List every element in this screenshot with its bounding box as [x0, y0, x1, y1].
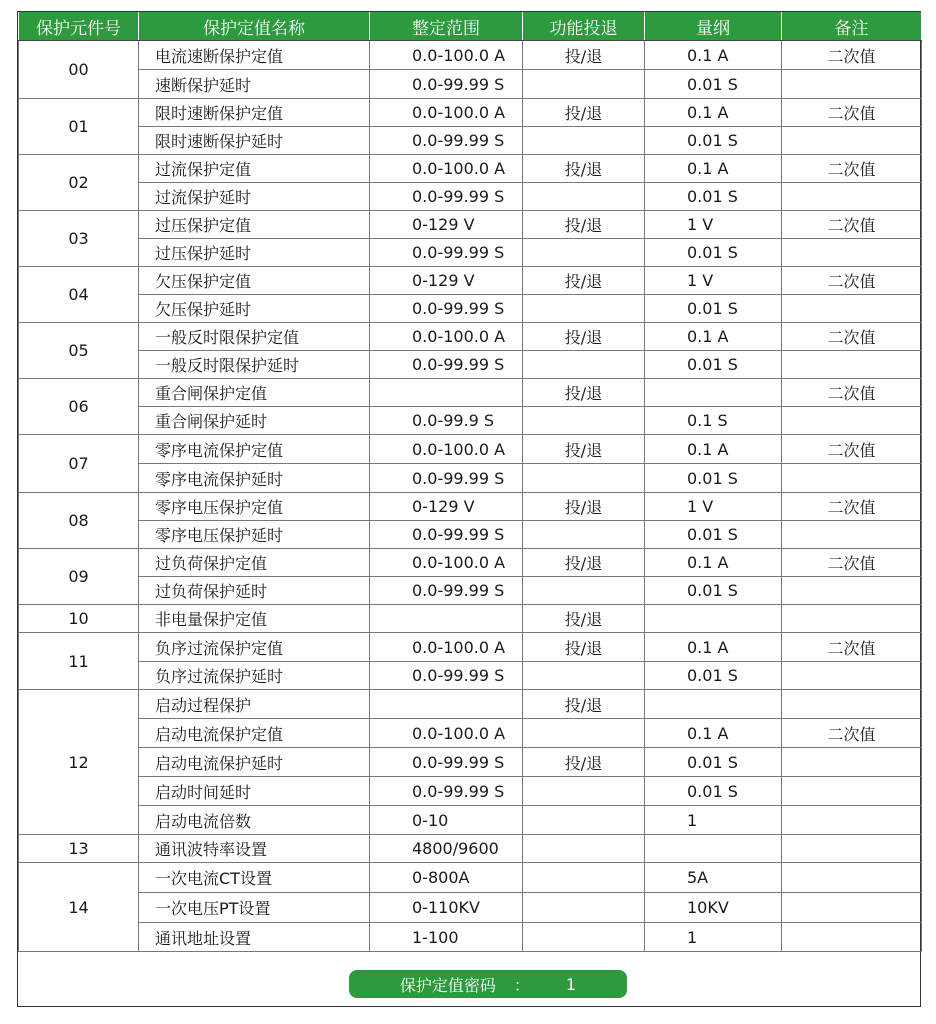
- setting-unit: 0.01 S: [645, 239, 782, 267]
- setting-range: 0-10: [370, 806, 523, 835]
- setting-range: 0-800A: [370, 863, 523, 893]
- setting-range: 1-100: [370, 923, 523, 952]
- table-row: [19, 407, 922, 435]
- password-label: 保护定值密码: [399, 975, 496, 995]
- function-switch: 投/退: [523, 155, 645, 183]
- element-number: 09: [19, 549, 139, 605]
- setting-name: 欠压保护延时: [139, 295, 370, 323]
- setting-unit: 1: [645, 923, 782, 952]
- table-row: [19, 577, 922, 605]
- setting-unit: [645, 605, 782, 633]
- table-row: [19, 41, 922, 70]
- function-switch: 投/退: [523, 605, 645, 633]
- table-row: [19, 719, 922, 748]
- header-unit: 量纲: [645, 12, 782, 41]
- setting-unit: [645, 379, 782, 407]
- function-switch: [523, 923, 645, 952]
- header-setting-range: 整定范围: [370, 12, 523, 41]
- setting-unit: 0.01 S: [645, 70, 782, 99]
- setting-note: 二次值: [782, 719, 922, 748]
- function-switch: [523, 835, 645, 863]
- table-row: [19, 351, 922, 379]
- setting-note: [782, 835, 922, 863]
- setting-range: 0.0-99.99 S: [370, 295, 523, 323]
- element-number: 08: [19, 493, 139, 549]
- setting-unit: 1: [645, 806, 782, 835]
- table-row: [19, 99, 922, 127]
- table-row: [19, 605, 922, 633]
- function-switch: 投/退: [523, 549, 645, 577]
- setting-name: 限时速断保护延时: [139, 127, 370, 155]
- function-switch: [523, 577, 645, 605]
- setting-unit: 0.1 A: [645, 323, 782, 351]
- function-switch: 投/退: [523, 748, 645, 777]
- table-row: [19, 777, 922, 806]
- protection-settings-table: [18, 12, 922, 952]
- setting-range: 4800/9600: [370, 835, 523, 863]
- setting-note: 二次值: [782, 211, 922, 239]
- table-row: [19, 127, 922, 155]
- function-switch: [523, 70, 645, 99]
- table-row: [19, 464, 922, 493]
- setting-name: 非电量保护定值: [139, 605, 370, 633]
- setting-name: 过负荷保护定值: [139, 549, 370, 577]
- table-row: [19, 893, 922, 923]
- setting-note: 二次值: [782, 323, 922, 351]
- setting-range: 0.0-99.99 S: [370, 521, 523, 549]
- function-switch: 投/退: [523, 493, 645, 521]
- function-switch: [523, 127, 645, 155]
- setting-note: [782, 70, 922, 99]
- element-number: 03: [19, 211, 139, 267]
- table-row: [19, 211, 922, 239]
- setting-note: 二次值: [782, 41, 922, 70]
- setting-name: 一般反时限保护定值: [139, 323, 370, 351]
- setting-range: [370, 690, 523, 719]
- table-row: [19, 323, 922, 351]
- header-function-switch: 功能投退: [523, 12, 645, 41]
- element-number: 00: [19, 41, 139, 99]
- setting-range: 0.0-99.99 S: [370, 777, 523, 806]
- setting-note: [782, 690, 922, 719]
- setting-note: [782, 806, 922, 835]
- setting-range: [370, 605, 523, 633]
- setting-range: 0.0-99.99 S: [370, 748, 523, 777]
- setting-unit: 0.1 A: [645, 99, 782, 127]
- setting-unit: 1 V: [645, 267, 782, 295]
- header-element-number: 保护元件号: [19, 12, 139, 41]
- setting-note: [782, 351, 922, 379]
- table-row: [19, 155, 922, 183]
- setting-name: 启动电流保护延时: [139, 748, 370, 777]
- password-value: 1: [565, 974, 577, 994]
- setting-name: 通讯波特率设置: [139, 835, 370, 863]
- setting-unit: 0.01 S: [645, 662, 782, 690]
- table-row: [19, 863, 922, 893]
- function-switch: [523, 351, 645, 379]
- table-row: [19, 493, 922, 521]
- setting-range: 0.0-99.99 S: [370, 127, 523, 155]
- setting-unit: 0.1 A: [645, 633, 782, 662]
- setting-note: [782, 748, 922, 777]
- setting-note: [782, 893, 922, 923]
- table-row: [19, 923, 922, 952]
- table-row: [19, 662, 922, 690]
- setting-range: 0-110KV: [370, 893, 523, 923]
- element-number: 10: [19, 605, 139, 633]
- setting-name: 负序过流保护定值: [139, 633, 370, 662]
- setting-note: [782, 777, 922, 806]
- setting-range: 0.0-100.0 A: [370, 99, 523, 127]
- element-number: 12: [19, 690, 139, 835]
- setting-unit: 0.1 A: [645, 435, 782, 464]
- function-switch: 投/退: [523, 211, 645, 239]
- setting-name: 零序电压保护定值: [139, 493, 370, 521]
- setting-range: 0.0-99.9 S: [370, 407, 523, 435]
- setting-range: 0-129 V: [370, 211, 523, 239]
- function-switch: 投/退: [523, 323, 645, 351]
- function-switch: [523, 806, 645, 835]
- table-row: [19, 70, 922, 99]
- setting-unit: 0.1 S: [645, 407, 782, 435]
- setting-unit: 0.1 A: [645, 155, 782, 183]
- setting-name: 通讯地址设置: [139, 923, 370, 952]
- setting-unit: [645, 690, 782, 719]
- setting-range: 0.0-100.0 A: [370, 549, 523, 577]
- function-switch: 投/退: [523, 99, 645, 127]
- setting-name: 零序电流保护延时: [139, 464, 370, 493]
- setting-name: 重合闸保护延时: [139, 407, 370, 435]
- setting-range: [370, 379, 523, 407]
- setting-unit: 0.01 S: [645, 351, 782, 379]
- setting-note: [782, 577, 922, 605]
- element-number: 11: [19, 633, 139, 690]
- setting-note: 二次值: [782, 493, 922, 521]
- function-switch: [523, 777, 645, 806]
- setting-range: 0.0-100.0 A: [370, 323, 523, 351]
- table-row: [19, 549, 922, 577]
- setting-range: 0.0-99.99 S: [370, 577, 523, 605]
- setting-unit: 0.01 S: [645, 183, 782, 211]
- setting-name: 欠压保护定值: [139, 267, 370, 295]
- function-switch: [523, 662, 645, 690]
- table-row: [19, 690, 922, 719]
- setting-name: 启动时间延时: [139, 777, 370, 806]
- setting-name: 负序过流保护延时: [139, 662, 370, 690]
- header-setting-name: 保护定值名称: [139, 12, 370, 41]
- setting-note: [782, 464, 922, 493]
- table-row: [19, 295, 922, 323]
- setting-range: 0.0-100.0 A: [370, 633, 523, 662]
- setting-range: 0.0-99.99 S: [370, 351, 523, 379]
- table-row: [19, 435, 922, 464]
- element-number: 14: [19, 863, 139, 952]
- setting-note: [782, 183, 922, 211]
- table-row: [19, 835, 922, 863]
- setting-note: [782, 239, 922, 267]
- setting-name: 启动过程保护: [139, 690, 370, 719]
- setting-unit: 5A: [645, 863, 782, 893]
- element-number: 02: [19, 155, 139, 211]
- function-switch: [523, 464, 645, 493]
- table-row: [19, 239, 922, 267]
- setting-note: [782, 923, 922, 952]
- password-colon: ：: [513, 975, 530, 995]
- setting-name: 一次电压PT设置: [139, 893, 370, 923]
- setting-note: 二次值: [782, 435, 922, 464]
- setting-range: 0-129 V: [370, 267, 523, 295]
- setting-range: 0.0-100.0 A: [370, 719, 523, 748]
- table-body: [19, 41, 922, 952]
- setting-range: 0.0-99.99 S: [370, 183, 523, 211]
- setting-note: [782, 521, 922, 549]
- setting-name: 启动电流保护定值: [139, 719, 370, 748]
- element-number: 06: [19, 379, 139, 435]
- table-row: [19, 748, 922, 777]
- table-row: [19, 521, 922, 549]
- setting-unit: 10KV: [645, 893, 782, 923]
- setting-range: 0.0-100.0 A: [370, 155, 523, 183]
- setting-name: 过流保护延时: [139, 183, 370, 211]
- element-number: 07: [19, 435, 139, 493]
- function-switch: 投/退: [523, 379, 645, 407]
- table-row: [19, 183, 922, 211]
- setting-note: 二次值: [782, 155, 922, 183]
- setting-note: 二次值: [782, 267, 922, 295]
- setting-name: 速断保护延时: [139, 70, 370, 99]
- function-switch: [523, 893, 645, 923]
- element-number: 04: [19, 267, 139, 323]
- function-switch: [523, 239, 645, 267]
- setting-unit: 0.01 S: [645, 748, 782, 777]
- function-switch: 投/退: [523, 690, 645, 719]
- function-switch: [523, 183, 645, 211]
- function-switch: 投/退: [523, 41, 645, 70]
- setting-unit: 0.1 A: [645, 719, 782, 748]
- setting-name: 重合闸保护定值: [139, 379, 370, 407]
- setting-note: 二次值: [782, 99, 922, 127]
- setting-range: 0.0-100.0 A: [370, 41, 523, 70]
- setting-unit: 0.01 S: [645, 464, 782, 493]
- setting-name: 一次电流CT设置: [139, 863, 370, 893]
- table-row: [19, 806, 922, 835]
- table-row: [19, 267, 922, 295]
- setting-unit: 0.1 A: [645, 549, 782, 577]
- setting-name: 零序电流保护定值: [139, 435, 370, 464]
- setting-note: [782, 407, 922, 435]
- function-switch: 投/退: [523, 633, 645, 662]
- setting-range: 0.0-99.99 S: [370, 239, 523, 267]
- setting-range: 0.0-99.99 S: [370, 662, 523, 690]
- table-header-row: [19, 12, 922, 41]
- setting-note: 二次值: [782, 633, 922, 662]
- setting-note: [782, 662, 922, 690]
- setting-name: 零序电压保护延时: [139, 521, 370, 549]
- setting-note: [782, 295, 922, 323]
- setting-unit: 0.01 S: [645, 521, 782, 549]
- setting-note: [782, 863, 922, 893]
- setting-unit: 1 V: [645, 211, 782, 239]
- element-number: 13: [19, 835, 139, 863]
- setting-unit: [645, 835, 782, 863]
- setting-unit: 0.01 S: [645, 577, 782, 605]
- function-switch: [523, 407, 645, 435]
- setting-name: 限时速断保护定值: [139, 99, 370, 127]
- setting-range: 0.0-99.99 S: [370, 464, 523, 493]
- function-switch: 投/退: [523, 267, 645, 295]
- setting-range: 0.0-100.0 A: [370, 435, 523, 464]
- setting-name: 过负荷保护延时: [139, 577, 370, 605]
- setting-name: 电流速断保护定值: [139, 41, 370, 70]
- setting-unit: 1 V: [645, 493, 782, 521]
- table-row: [19, 379, 922, 407]
- function-switch: [523, 863, 645, 893]
- function-switch: 投/退: [523, 435, 645, 464]
- setting-unit: 0.01 S: [645, 777, 782, 806]
- setting-name: 过压保护延时: [139, 239, 370, 267]
- element-number: 01: [19, 99, 139, 155]
- setting-name: 一般反时限保护延时: [139, 351, 370, 379]
- setting-unit: 0.1 A: [645, 41, 782, 70]
- setting-name: 启动电流倍数: [139, 806, 370, 835]
- settings-sheet: [17, 11, 921, 1007]
- setting-name: 过流保护定值: [139, 155, 370, 183]
- setting-name: 过压保护定值: [139, 211, 370, 239]
- setting-range: 0.0-99.99 S: [370, 70, 523, 99]
- setting-unit: 0.01 S: [645, 127, 782, 155]
- setting-note: [782, 605, 922, 633]
- element-number: 05: [19, 323, 139, 379]
- function-switch: [523, 295, 645, 323]
- setting-note: 二次值: [782, 379, 922, 407]
- setting-note: 二次值: [782, 549, 922, 577]
- function-switch: [523, 521, 645, 549]
- footer-bar: [18, 961, 920, 1006]
- table-row: [19, 633, 922, 662]
- setting-range: 0-129 V: [370, 493, 523, 521]
- password-badge: [349, 970, 627, 998]
- header-note: 备注: [782, 12, 922, 41]
- function-switch: [523, 719, 645, 748]
- setting-note: [782, 127, 922, 155]
- setting-unit: 0.01 S: [645, 295, 782, 323]
